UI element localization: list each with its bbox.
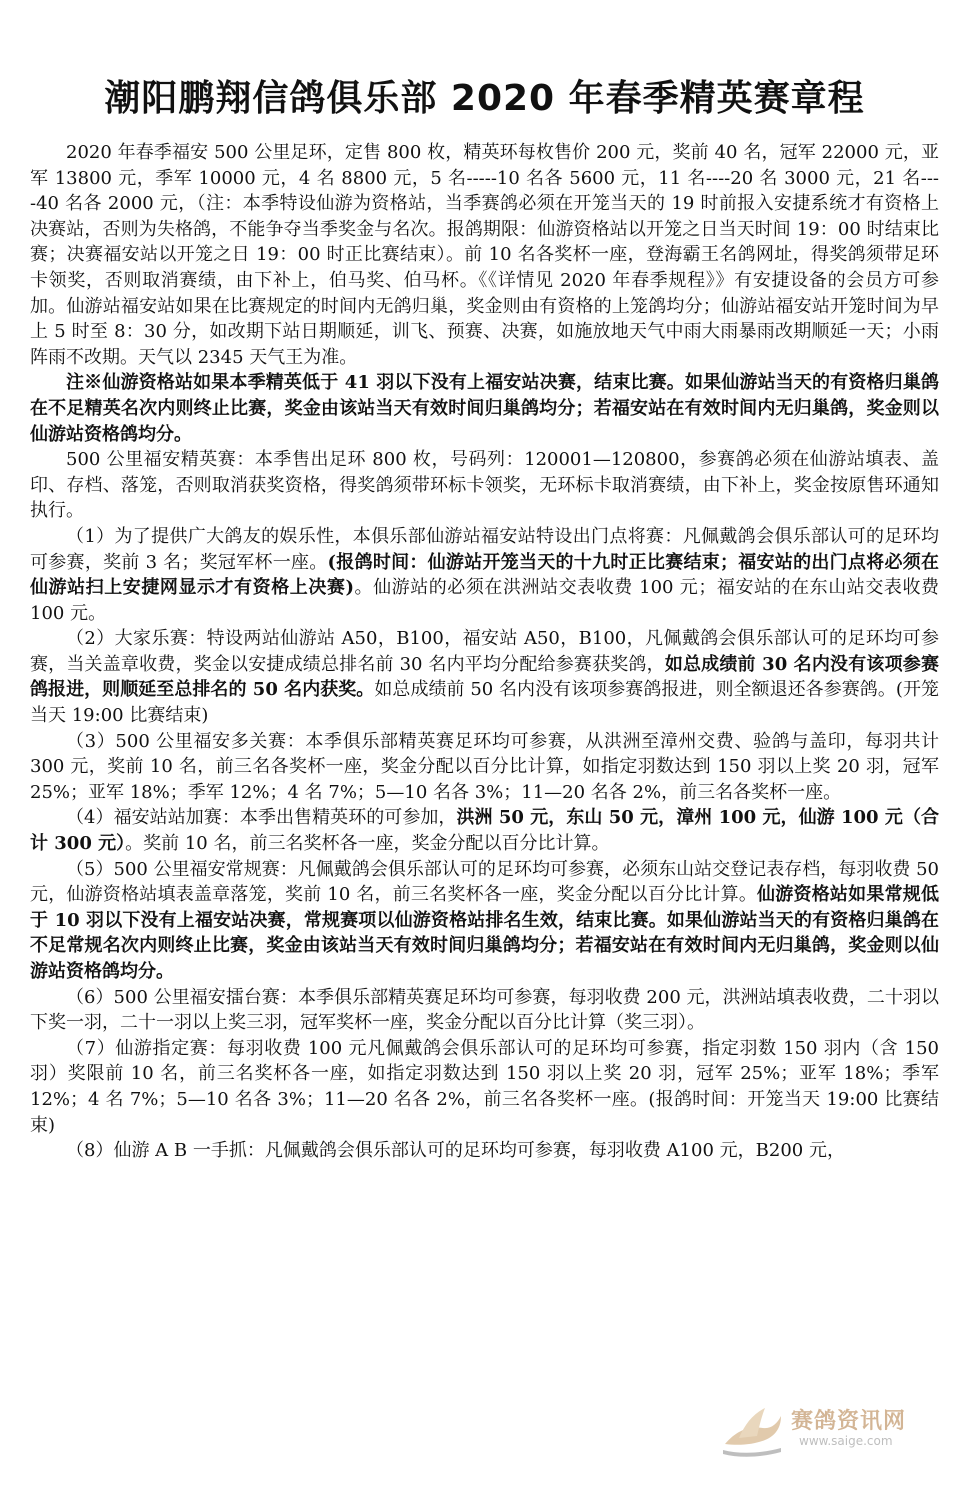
note-paragraph: 注※仙游资格站如果本季精英低于 41 羽以下没有上福安站决赛，结束比赛。如果仙游站当天的有资格归巢鸽在不足精英名次内则终止比赛，奖金由该站当天有效时间归巢鸽均分；若福安站在有效时间内无归巢鸽，奖金则以仙游站资格鸽均分。 (30, 372, 939, 445)
section-2 (30, 626, 939, 728)
section-5 (30, 857, 939, 985)
watermark-url: www.saige.com (799, 1434, 893, 1448)
section-3: （3）500 公里福安多关赛：本季俱乐部精英赛足环均可参赛，从洪洲至漳州交费、验鸽与盖印，每羽共计 300 元，奖前 10 名，前三名各奖杯一座，奖金分配以百分比计算，如指定羽数达到 150 羽以上奖 20 羽，冠军 25%；亚军 18%；季军 12%；4 名 7%；5—10 名各 3%；11—20 名各 2%，前三名各奖杯一座。 (30, 730, 939, 803)
section-5-text: （5）500 公里福安常规赛：凡佩戴鸽会俱乐部认可的足环均可参赛，必须东山站交登记表存档，每羽收费 50 元，仙游资格站填表盖章落笼，奖前 10 名，前三名奖杯各一座，奖金分配以百分比计算。 (30, 858, 939, 906)
pigeon-logo-icon (719, 1400, 789, 1460)
site-watermark (719, 1400, 929, 1460)
section-6: （6）500 公里福安擂台赛：本季俱乐部精英赛足环均可参赛，每羽收费 200 元，洪洲站填表收费，二十羽以下奖一羽，二十一羽以上奖三羽，冠军奖杯一座，奖金分配以百分比计算（奖三羽）。 (30, 986, 939, 1034)
watermark-name: 赛鸽资讯网 (791, 1409, 907, 1434)
section-7: （7）仙游指定赛：每羽收费 100 元凡佩戴鸽会俱乐部认可的足环均可参赛，指定羽数 150 羽内（含 150 羽）奖限前 10 名，前三名奖杯各一座，如指定羽数达到 150 羽以上奖 20 羽，冠军 25%；亚军 18%；季军 12%；4 名 7%；5—10 名各 3%；11—20 名各 2%，前三名各奖杯一座。(报鸽时间：开笼当天 19:00 比赛结束) (30, 1037, 939, 1136)
section-8: （8）仙游 A B 一手抓：凡佩戴鸽会俱乐部认可的足环均可参赛，每羽收费 A100 元，B200 元， (66, 1140, 845, 1162)
section-4 (30, 805, 939, 856)
section-4-tail: 。奖前 10 名，前三名奖杯各一座，奖金分配以百分比计算。 (125, 833, 610, 855)
section-5-bold: 仙游资格站如果常规低于 10 羽以下没有上福安站决赛，常规赛项以仙游资格站排名生效，结束比赛。如果仙游站当天的有资格归巢鸽在不足常规名次内则终止比赛，奖金由该站当天有效时间归巢鸽均分；若福安站在有效时间内无归巢鸽，奖金则以仙游站资格鸽均分。 (30, 884, 940, 982)
section-4-bold: 洪洲 50 元，东山 50 元，漳州 100 元，仙游 100 元（合计 300 元） (30, 807, 939, 855)
document-body (30, 140, 939, 1164)
section-1-bold: (报鸽时间：仙游站开笼当天的十九时正比赛结束；福安站的出门点将必须在仙游站扫上安捷网显示才有资格上决赛) (30, 551, 939, 599)
section-4-text: （4）福安站站加赛：本季出售精英环的可参加， (66, 807, 457, 829)
section-1 (30, 524, 939, 626)
section-1-tail: 。仙游站的必须在洪洲站交表收费 100 元；福安站的在东山站交表收费 100 元。 (30, 577, 940, 624)
section-2-tail: 如总成绩前 50 名内没有该项参赛鸽报进，则全额退还各参赛鸽。(开笼当天 19:00 比赛结束) (30, 679, 939, 727)
document-title: 潮阳鹏翔信鸽俱乐部 2020 年春季精英赛章程 (104, 78, 865, 119)
intro-paragraph: 2020 年春季福安 500 公里足环，定售 800 枚，精英环每枚售价 200 元，奖前 40 名，冠军 22000 元，亚军 13800 元，季军 10000 元，4 名 8800 元，5 名-----10 名各 5600 元，11 名----20 名 3000 元，21 名----40 名各 2000 元，（注：本季特设仙游为资格站，当季赛鸽必须在开笼当天的 19 时前报入安捷系统才有资格上决赛站，否则为失格鸽，不能争夺当季奖金与名次。报鸽期限：仙游资格站以开笼之日当天时间 19：00 时结束比赛；决赛福安站以开笼之日 19：00 时正比赛结束）。前 10 名各奖杯一座，登海霸王名鸽网址，得奖鸽须带足环卡领奖，否则取消赛绩，由下补上，伯马奖、伯马杯。《《详情见 2020 年春季规程》》有安捷设备的会员方可参加。仙游站福安站如果在比赛规定的时间内无鸽归巢，奖金则由有资格的上笼鸽均分；仙游站福安站开笼时间为早上 5 时至 8：30 分，如改期下站日期顺延，训飞、预赛、决赛，如施放地天气中雨大雨暴雨改期顺延一天；小雨阵雨不改期。天气以 2345 天气王为准。 (30, 142, 939, 368)
section-1-text: （1）为了提供广大鸽友的娱乐性，本俱乐部仙游站福安站特设出门点将赛：凡佩戴鸽会俱乐部认可的足环均可参赛，奖前 3 名；奖冠军杯一座。 (30, 525, 939, 573)
section-2-bold: 如总成绩前 30 名内没有该项参赛鸽报进，则顺延至总排名的 50 名内获奖。 (30, 653, 939, 701)
elite-paragraph: 500 公里福安精英赛：本季售出足环 800 枚，号码列：120001—120800，参赛鸽必须在仙游站填表、盖印、存档、落笼，否则取消获奖资格，得奖鸽须带环标卡领奖，无环标卡取消赛绩，由下补上，奖金按原售环通知执行。 (30, 449, 939, 522)
section-2-text: （2）大家乐赛：特设两站仙游站 A50，B100，福安站 A50，B100，凡佩戴鸽会俱乐部认可的足环均可参赛，当关盖章收费，奖金以安捷成绩总排名前 30 名内平均分配给参赛获奖鸽， (30, 628, 939, 675)
